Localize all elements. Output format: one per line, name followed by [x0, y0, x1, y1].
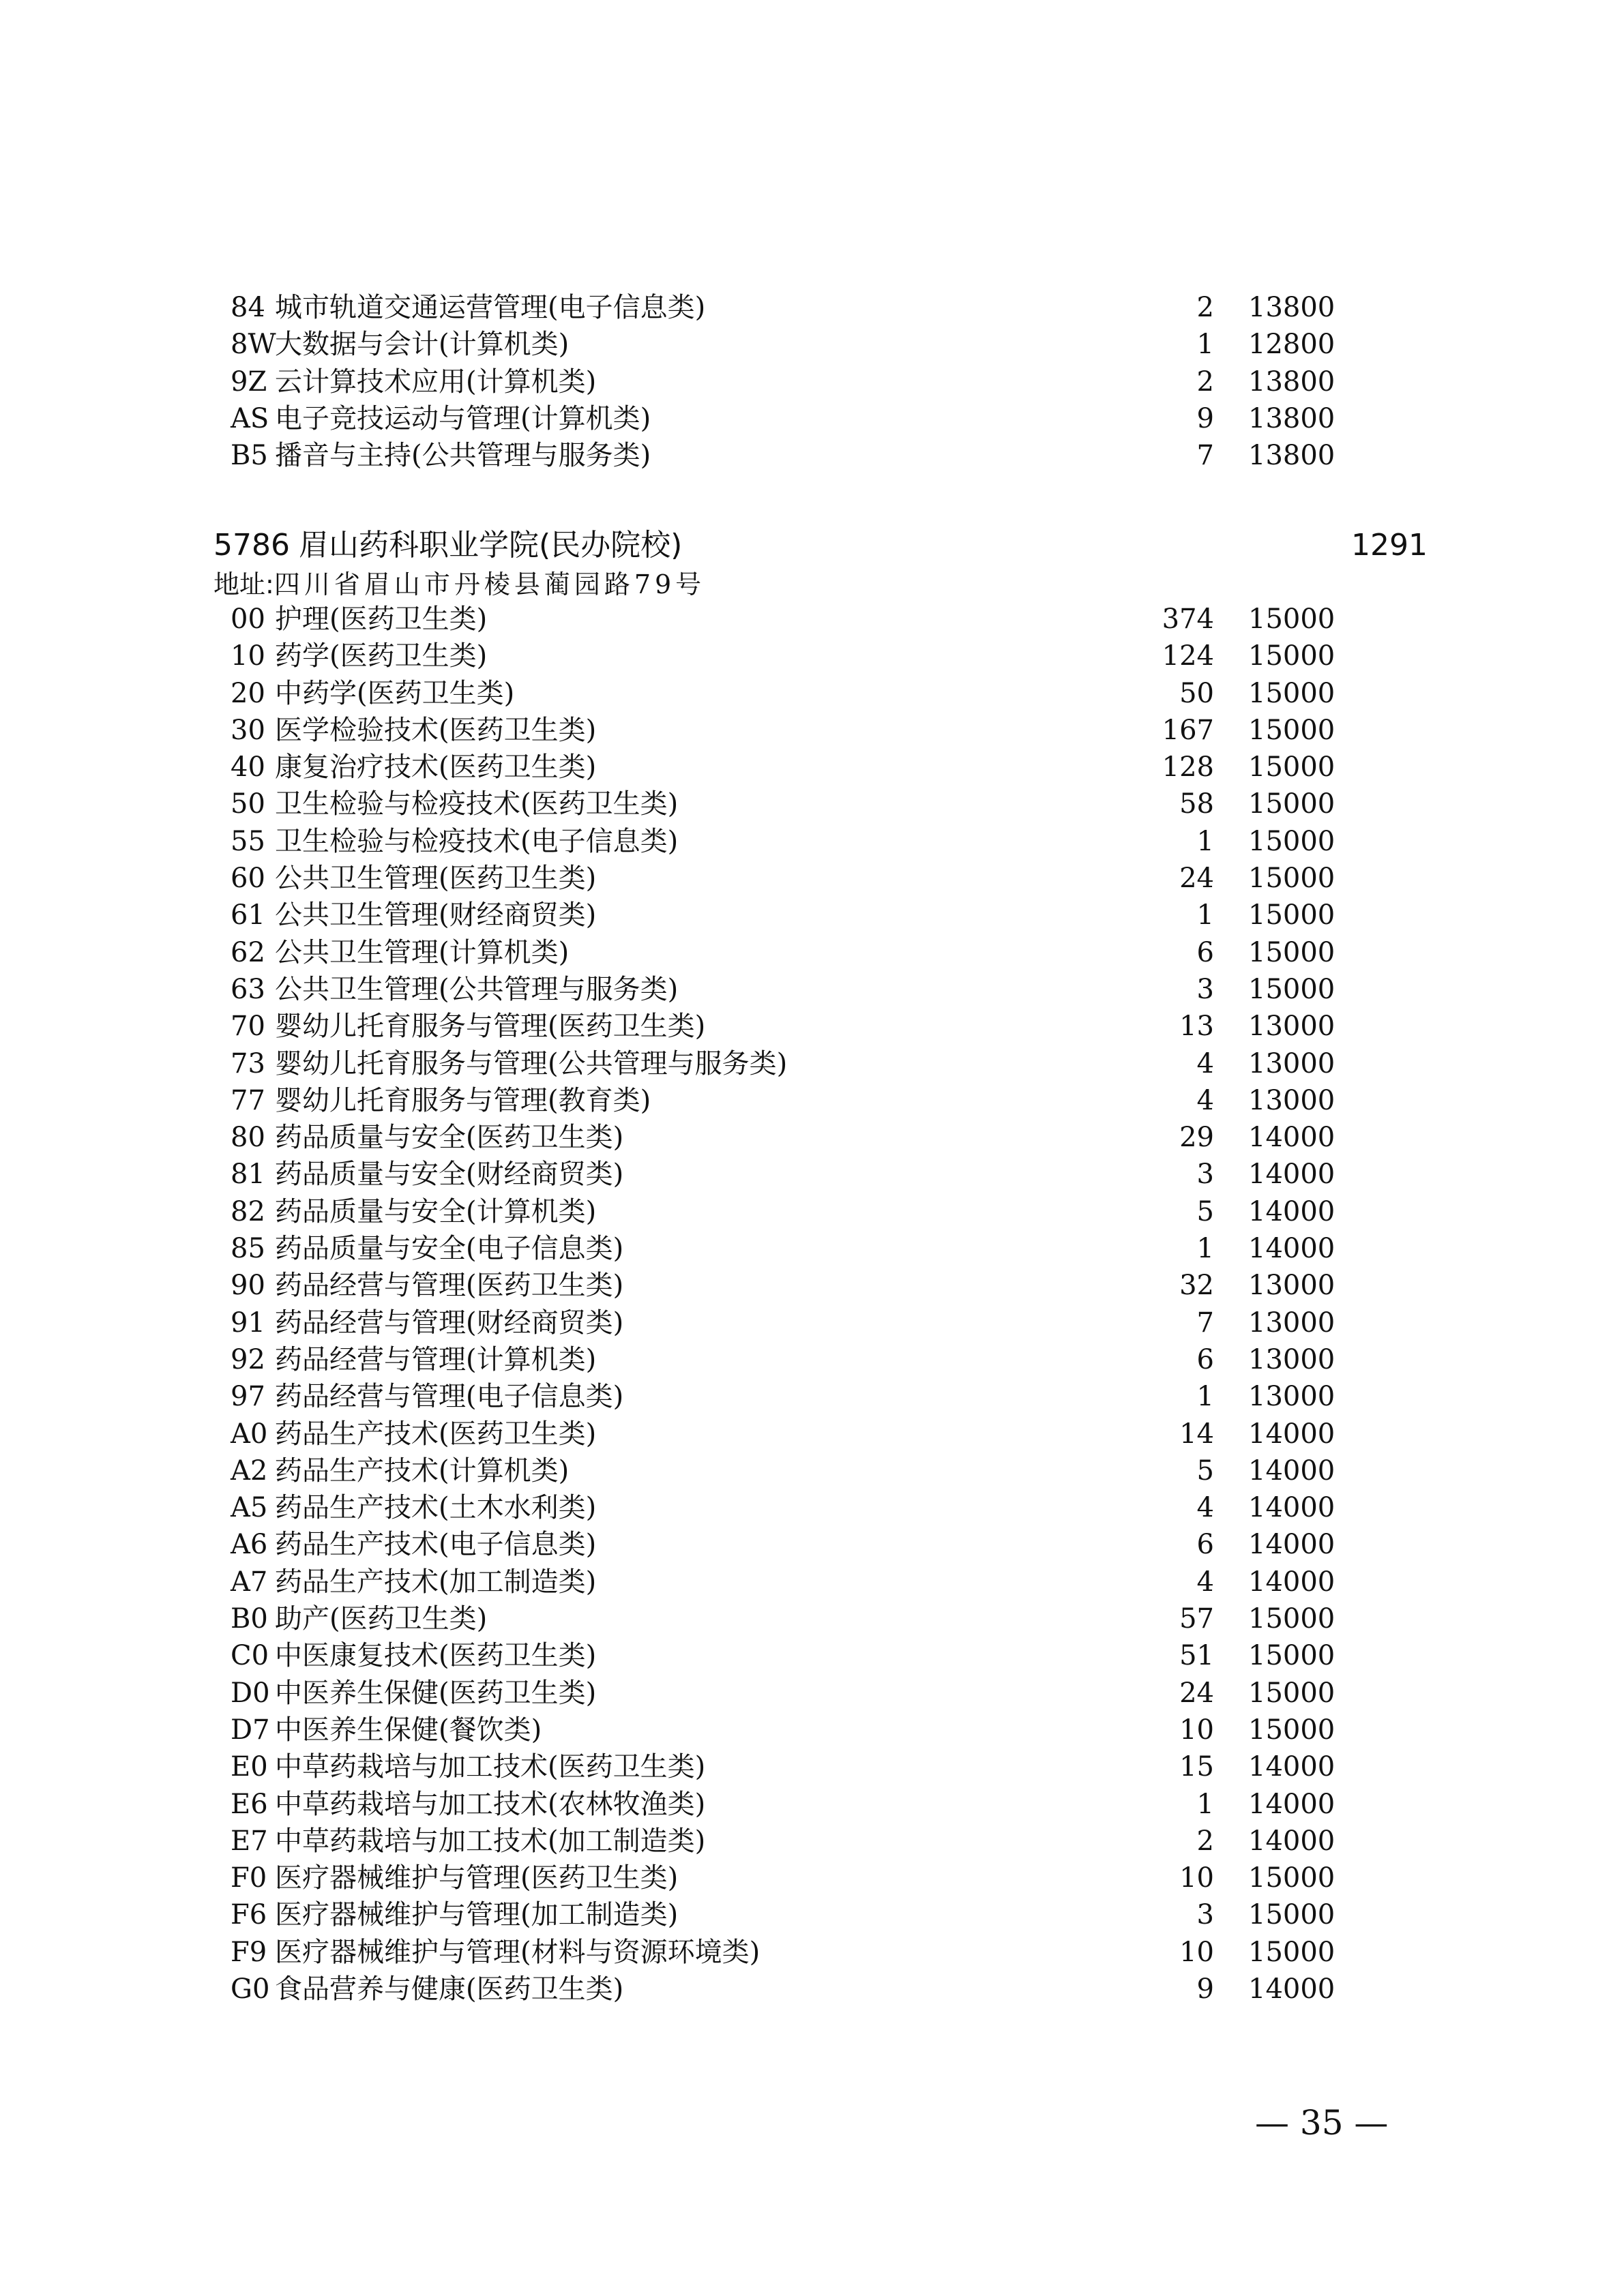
- program-name: 云计算技术应用(计算机类): [275, 366, 597, 398]
- program-code: E6: [231, 1788, 268, 1820]
- program-fee: 14000: [1248, 1529, 1335, 1561]
- program-name: 药品生产技术(加工制造类): [275, 1566, 597, 1598]
- program-row: [0, 1748, 1624, 1785]
- program-row: [0, 1675, 1624, 1712]
- top-program-list: [0, 289, 1624, 474]
- program-count: 3: [1196, 973, 1214, 1005]
- program-fee: 15000: [1248, 899, 1335, 931]
- program-name: 康复治疗技术(医药卫生类): [275, 751, 597, 784]
- program-row: [0, 1712, 1624, 1748]
- program-count: 7: [1196, 440, 1214, 472]
- address-label: 地址:: [213, 569, 274, 599]
- program-code: 90: [231, 1270, 265, 1302]
- program-fee: 14000: [1248, 1973, 1335, 2005]
- program-fee: 13000: [1248, 1307, 1335, 1339]
- program-fee: 15000: [1248, 936, 1335, 968]
- program-count: 124: [1162, 640, 1214, 672]
- program-fee: 13000: [1248, 1011, 1335, 1043]
- program-code: 00: [231, 603, 265, 635]
- program-count: 51: [1179, 1640, 1214, 1672]
- program-row: [0, 749, 1624, 786]
- program-name: 卫生检验与检疫技术(电子信息类): [275, 825, 679, 857]
- program-code: 55: [231, 825, 265, 857]
- program-code: 91: [231, 1307, 265, 1339]
- program-name: 大数据与会计(计算机类): [275, 329, 570, 361]
- program-name: 公共卫生管理(医药卫生类): [275, 863, 597, 895]
- program-name: 城市轨道交通运营管理(电子信息类): [275, 292, 706, 323]
- program-name: 药品生产技术(土木水利类): [275, 1492, 597, 1524]
- program-fee: 13000: [1248, 1343, 1335, 1375]
- program-count: 9: [1196, 1973, 1214, 2005]
- program-code: D7: [231, 1714, 270, 1746]
- program-code: 10: [231, 640, 265, 672]
- program-name: 药品质量与安全(财经商贸类): [275, 1159, 624, 1191]
- program-fee: 15000: [1248, 863, 1335, 895]
- program-name: 药品生产技术(计算机类): [275, 1455, 570, 1487]
- program-count: 50: [1179, 677, 1214, 709]
- program-row: [0, 1230, 1624, 1267]
- program-name: 卫生检验与检疫技术(医药卫生类): [275, 788, 679, 820]
- program-row: [0, 363, 1624, 400]
- program-row: [0, 1156, 1624, 1193]
- program-row: [0, 326, 1624, 363]
- program-code: 20: [231, 677, 265, 709]
- program-code: 77: [231, 1084, 265, 1116]
- program-row: [0, 897, 1624, 934]
- program-fee: 15000: [1248, 1899, 1335, 1931]
- program-code: A5: [231, 1492, 268, 1524]
- program-name: 药学(医药卫生类): [275, 640, 488, 672]
- program-row: [0, 860, 1624, 897]
- program-fee: 14000: [1248, 1195, 1335, 1227]
- program-count: 13: [1179, 1011, 1214, 1043]
- program-row: [0, 638, 1624, 674]
- program-code: A7: [231, 1566, 268, 1598]
- program-name: 中医养生保健(餐饮类): [275, 1714, 542, 1746]
- program-name: 中草药栽培与加工技术(医药卫生类): [275, 1751, 706, 1783]
- program-fee: 14000: [1248, 1159, 1335, 1191]
- program-name: 公共卫生管理(计算机类): [275, 936, 570, 968]
- program-count: 24: [1179, 863, 1214, 895]
- program-fee: 12800: [1248, 329, 1335, 361]
- program-fee: 15000: [1248, 1603, 1335, 1635]
- program-fee: 13800: [1248, 366, 1335, 398]
- program-code: 40: [231, 751, 265, 784]
- program-fee: 13800: [1248, 440, 1335, 472]
- program-fee: 14000: [1248, 1751, 1335, 1783]
- program-count: 128: [1162, 751, 1214, 784]
- program-code: 80: [231, 1122, 265, 1154]
- program-row: [0, 1416, 1624, 1452]
- program-code: 61: [231, 899, 265, 931]
- program-count: 57: [1179, 1603, 1214, 1635]
- program-row: [0, 1045, 1624, 1082]
- program-fee: 15000: [1248, 973, 1335, 1005]
- program-name: 护理(医药卫生类): [275, 603, 488, 635]
- program-fee: 15000: [1248, 1640, 1335, 1672]
- program-code: 8W: [231, 329, 276, 361]
- program-row: [0, 1452, 1624, 1489]
- program-code: 73: [231, 1047, 265, 1079]
- program-fee: 15000: [1248, 1936, 1335, 1968]
- program-fee: 14000: [1248, 1418, 1335, 1450]
- program-row: [0, 1896, 1624, 1933]
- program-code: F6: [231, 1899, 267, 1931]
- program-code: 81: [231, 1159, 265, 1191]
- program-name: 中医康复技术(医药卫生类): [275, 1640, 597, 1672]
- program-name: 中草药栽培与加工技术(加工制造类): [275, 1825, 706, 1857]
- program-fee: 13000: [1248, 1084, 1335, 1116]
- program-row: [0, 1860, 1624, 1896]
- program-code: 63: [231, 973, 265, 1005]
- program-fee: 13800: [1248, 402, 1335, 434]
- program-row: [0, 823, 1624, 860]
- program-name: 药品经营与管理(电子信息类): [275, 1381, 624, 1413]
- program-code: AS: [231, 402, 269, 434]
- program-count: 4: [1196, 1566, 1214, 1598]
- program-count: 5: [1196, 1195, 1214, 1227]
- program-row: [0, 1267, 1624, 1304]
- program-count: 4: [1196, 1047, 1214, 1079]
- program-count: 32: [1179, 1270, 1214, 1302]
- program-count: 58: [1179, 788, 1214, 820]
- program-name: 药品生产技术(电子信息类): [275, 1529, 597, 1561]
- program-list: [0, 601, 1624, 2008]
- program-name: 公共卫生管理(财经商贸类): [275, 899, 597, 931]
- program-count: 10: [1179, 1714, 1214, 1746]
- program-fee: 14000: [1248, 1566, 1335, 1598]
- program-row: [0, 601, 1624, 638]
- program-name: 药品生产技术(医药卫生类): [275, 1418, 597, 1450]
- program-code: C0: [231, 1640, 269, 1672]
- program-row: [0, 1008, 1624, 1045]
- program-row: [0, 1564, 1624, 1600]
- program-row: [0, 400, 1624, 437]
- program-code: 97: [231, 1381, 265, 1413]
- program-count: 24: [1179, 1677, 1214, 1709]
- program-name: 助产(医药卫生类): [275, 1603, 488, 1635]
- program-fee: 13800: [1248, 292, 1335, 323]
- program-row: [0, 289, 1624, 326]
- program-fee: 15000: [1248, 677, 1335, 709]
- program-code: 30: [231, 714, 265, 746]
- program-count: 6: [1196, 1343, 1214, 1375]
- program-count: 3: [1196, 1899, 1214, 1931]
- program-code: A6: [231, 1529, 268, 1561]
- program-fee: 15000: [1248, 1677, 1335, 1709]
- program-name: 药品经营与管理(医药卫生类): [275, 1270, 624, 1302]
- program-count: 1: [1196, 1788, 1214, 1820]
- address-text: 四川省眉山市丹棱县蔺园路79号: [274, 569, 706, 599]
- program-row: [0, 1526, 1624, 1563]
- program-row: [0, 1378, 1624, 1415]
- program-count: 9: [1196, 402, 1214, 434]
- program-row: [0, 437, 1624, 474]
- program-row: [0, 1934, 1624, 1971]
- program-name: 医疗器械维护与管理(加工制造类): [275, 1899, 679, 1931]
- program-name: 中药学(医药卫生类): [275, 677, 515, 709]
- program-name: 医疗器械维护与管理(医药卫生类): [275, 1862, 679, 1894]
- program-count: 1: [1196, 329, 1214, 361]
- program-row: [0, 1489, 1624, 1526]
- program-code: 84: [231, 292, 265, 323]
- program-count: 7: [1196, 1307, 1214, 1339]
- program-name: 婴幼儿托育服务与管理(教育类): [275, 1084, 651, 1116]
- program-code: 50: [231, 788, 265, 820]
- program-count: 1: [1196, 1381, 1214, 1413]
- program-name: 播音与主持(公共管理与服务类): [275, 440, 651, 472]
- program-row: [0, 1786, 1624, 1823]
- program-fee: 14000: [1248, 1492, 1335, 1524]
- program-fee: 15000: [1248, 640, 1335, 672]
- program-row: [0, 786, 1624, 822]
- program-fee: 15000: [1248, 825, 1335, 857]
- school-total: 1291: [1351, 528, 1428, 563]
- program-count: 4: [1196, 1492, 1214, 1524]
- program-code: E7: [231, 1825, 268, 1857]
- program-fee: 14000: [1248, 1788, 1335, 1820]
- program-name: 食品营养与健康(医药卫生类): [275, 1973, 624, 2005]
- program-row: [0, 1600, 1624, 1637]
- program-count: 2: [1196, 366, 1214, 398]
- program-row: [0, 1193, 1624, 1230]
- program-fee: 14000: [1248, 1825, 1335, 1857]
- program-row: [0, 1082, 1624, 1119]
- program-code: D0: [231, 1677, 270, 1709]
- program-fee: 13000: [1248, 1047, 1335, 1079]
- program-count: 374: [1162, 603, 1214, 635]
- program-name: 药品经营与管理(计算机类): [275, 1343, 597, 1375]
- program-count: 2: [1196, 1825, 1214, 1857]
- program-name: 药品质量与安全(电子信息类): [275, 1233, 624, 1265]
- school-address: [213, 566, 705, 603]
- program-code: 60: [231, 863, 265, 895]
- program-count: 1: [1196, 899, 1214, 931]
- program-fee: 14000: [1248, 1122, 1335, 1154]
- program-fee: 13000: [1248, 1270, 1335, 1302]
- program-count: 6: [1196, 936, 1214, 968]
- program-code: A0: [231, 1418, 268, 1450]
- program-code: F0: [231, 1862, 267, 1894]
- program-row: [0, 1971, 1624, 2008]
- program-count: 6: [1196, 1529, 1214, 1561]
- program-name: 公共卫生管理(公共管理与服务类): [275, 973, 679, 1005]
- program-code: 92: [231, 1343, 265, 1375]
- program-count: 10: [1179, 1862, 1214, 1894]
- program-count: 29: [1179, 1122, 1214, 1154]
- program-code: G0: [231, 1973, 270, 2005]
- program-code: 85: [231, 1233, 265, 1265]
- program-fee: 15000: [1248, 714, 1335, 746]
- program-code: B5: [231, 440, 268, 472]
- program-code: E0: [231, 1751, 268, 1783]
- program-name: 医疗器械维护与管理(材料与资源环境类): [275, 1936, 761, 1968]
- program-name: 婴幼儿托育服务与管理(公共管理与服务类): [275, 1047, 788, 1079]
- program-count: 15: [1179, 1751, 1214, 1783]
- school-code: 5786: [213, 528, 290, 563]
- program-fee: 15000: [1248, 751, 1335, 784]
- program-count: 4: [1196, 1084, 1214, 1116]
- program-count: 3: [1196, 1159, 1214, 1191]
- program-count: 10: [1179, 1936, 1214, 1968]
- program-name: 医学检验技术(医药卫生类): [275, 714, 597, 746]
- program-row: [0, 934, 1624, 971]
- program-count: 5: [1196, 1455, 1214, 1487]
- program-fee: 13000: [1248, 1381, 1335, 1413]
- program-count: 14: [1179, 1418, 1214, 1450]
- program-name: 药品经营与管理(财经商贸类): [275, 1307, 624, 1339]
- program-fee: 14000: [1248, 1233, 1335, 1265]
- page-number: — 35 —: [1255, 2103, 1389, 2143]
- program-name: 药品质量与安全(医药卫生类): [275, 1122, 624, 1154]
- program-fee: 14000: [1248, 1455, 1335, 1487]
- program-name: 中医养生保健(医药卫生类): [275, 1677, 597, 1709]
- program-count: 167: [1162, 714, 1214, 746]
- program-name: 药品质量与安全(计算机类): [275, 1195, 597, 1227]
- program-fee: 15000: [1248, 1714, 1335, 1746]
- school-heading: [213, 525, 1578, 566]
- program-fee: 15000: [1248, 603, 1335, 635]
- program-row: [0, 971, 1624, 1008]
- program-code: F9: [231, 1936, 267, 1968]
- program-row: [0, 1341, 1624, 1378]
- program-row: [0, 1823, 1624, 1860]
- program-code: 70: [231, 1011, 265, 1043]
- program-row: [0, 712, 1624, 749]
- program-fee: 15000: [1248, 1862, 1335, 1894]
- program-code: 62: [231, 936, 265, 968]
- program-code: B0: [231, 1603, 268, 1635]
- program-code: 9Z: [231, 366, 267, 398]
- program-code: A2: [231, 1455, 268, 1487]
- program-count: 2: [1196, 292, 1214, 323]
- program-row: [0, 1637, 1624, 1674]
- program-count: 1: [1196, 1233, 1214, 1265]
- program-count: 1: [1196, 825, 1214, 857]
- program-row: [0, 675, 1624, 712]
- school-name: 眉山药科职业学院(民办院校): [299, 528, 683, 563]
- program-code: 82: [231, 1195, 265, 1227]
- program-name: 中草药栽培与加工技术(农林牧渔类): [275, 1788, 706, 1820]
- program-name: 电子竞技运动与管理(计算机类): [275, 402, 651, 434]
- program-row: [0, 1119, 1624, 1156]
- program-fee: 15000: [1248, 788, 1335, 820]
- program-name: 婴幼儿托育服务与管理(医药卫生类): [275, 1011, 706, 1043]
- program-row: [0, 1304, 1624, 1341]
